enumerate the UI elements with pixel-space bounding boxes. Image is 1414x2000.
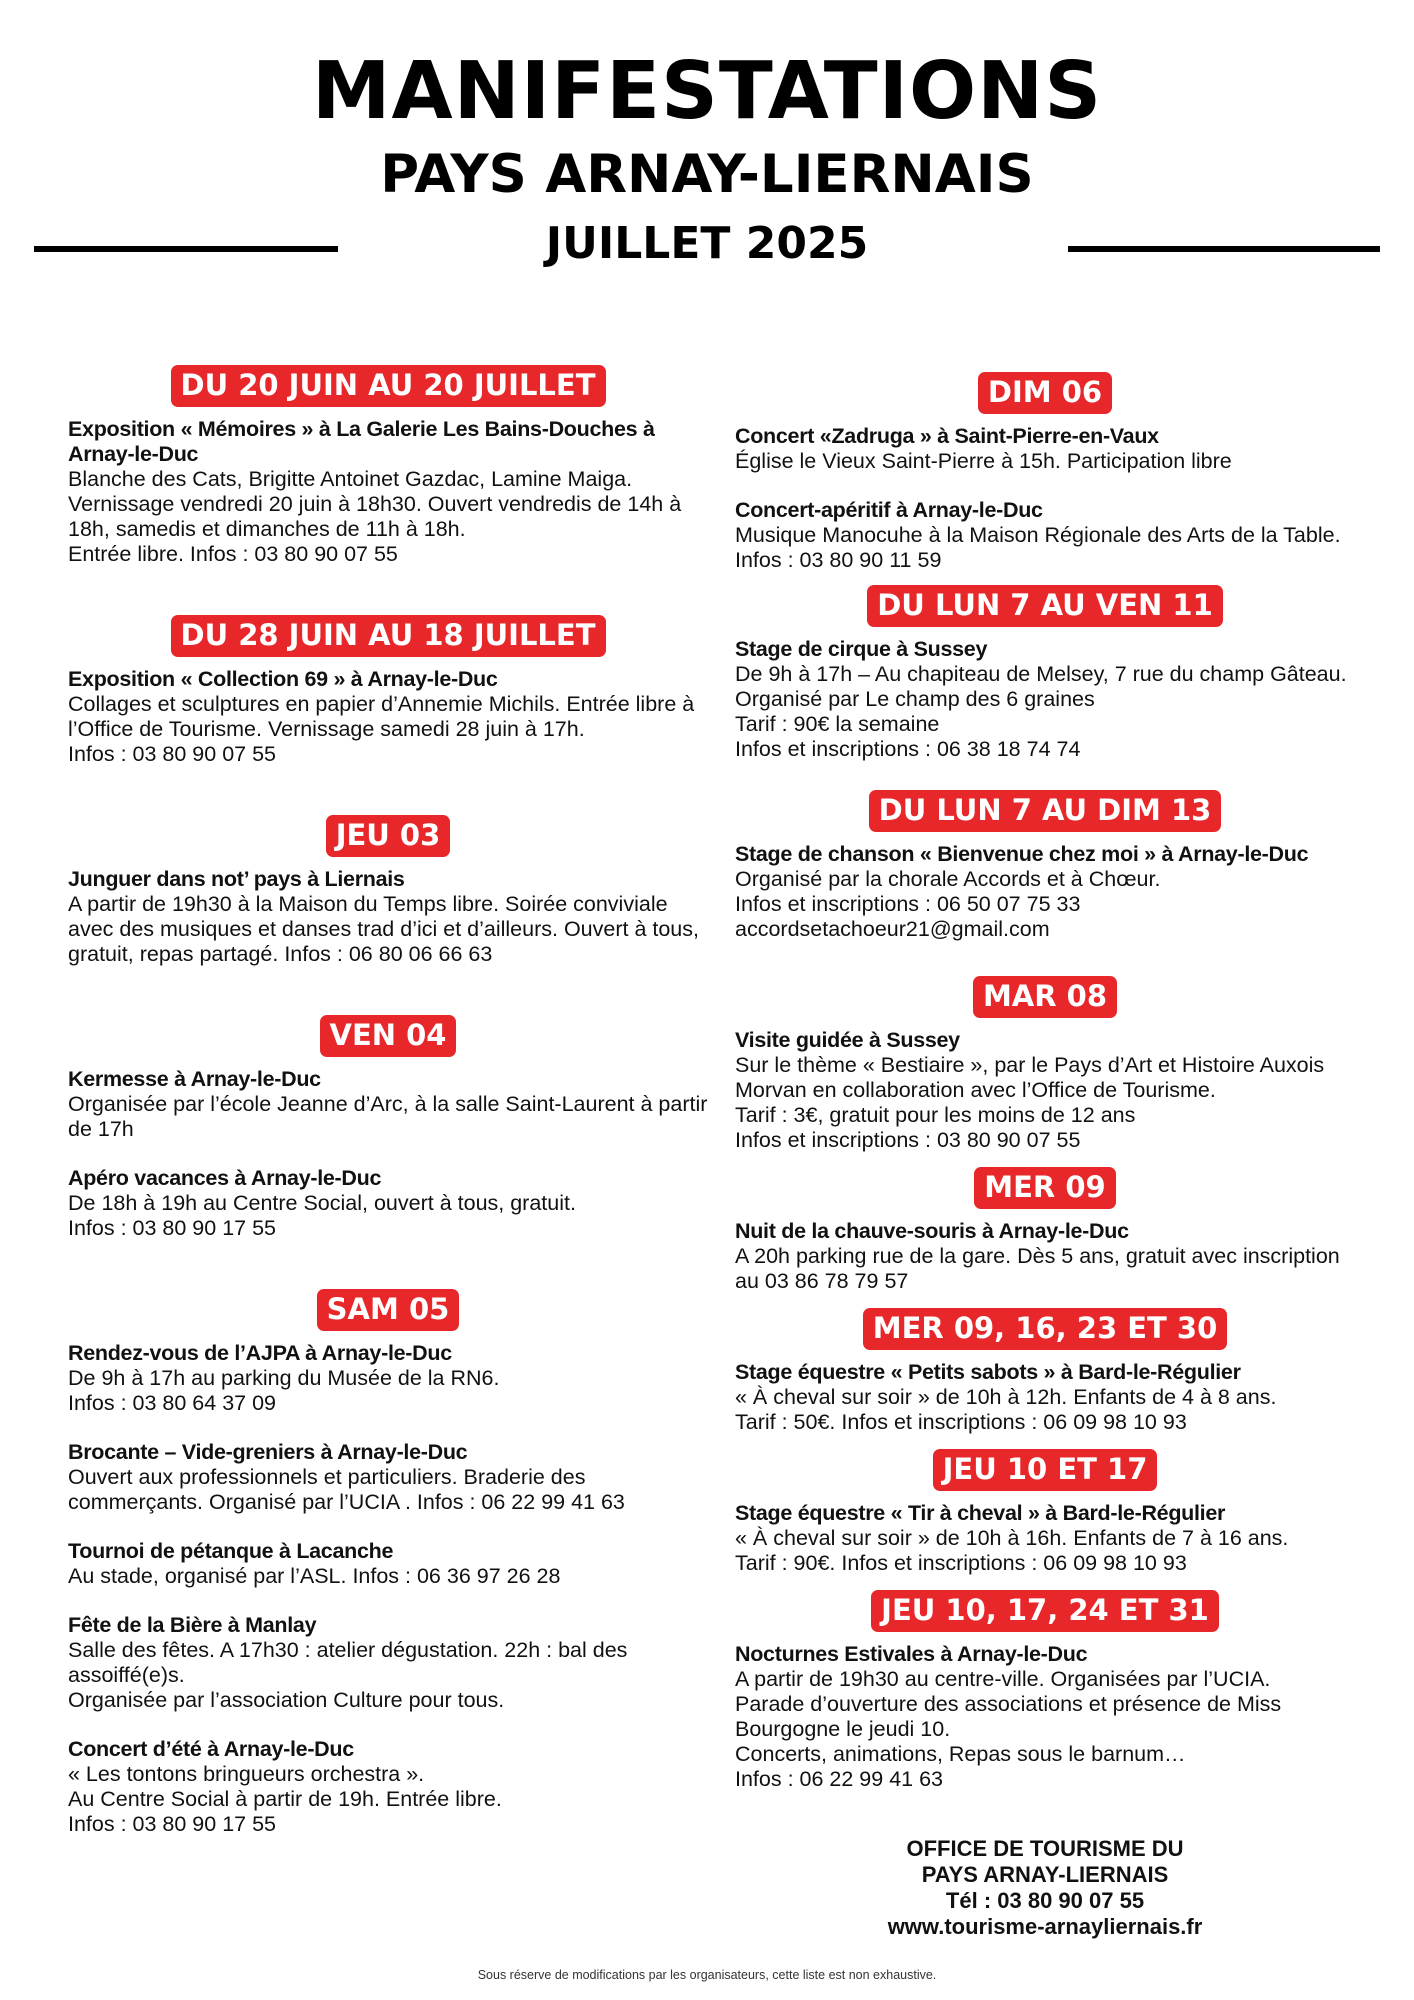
event-title: Exposition « Collection 69 » à Arnay-le-Duc [68,667,498,691]
date-badge: VEN 04 [320,1015,457,1057]
date-section [68,1015,708,1241]
event [68,1166,708,1241]
page-month: JUILLET 2025 [545,218,869,269]
event [68,1341,708,1416]
event-text: Infos : 03 80 64 37 09 [68,1391,276,1415]
event-text: Tarif : 50€. Infos et inscriptions : 06 09 98 10 93 [735,1410,1187,1434]
event [735,637,1355,762]
event-text: « À cheval sur soir » de 10h à 16h. Enfants de 7 à 16 ans. [735,1526,1289,1550]
right-column [735,372,1355,1792]
event-text: Infos : 06 22 99 41 63 [735,1767,943,1791]
event-text: Entrée libre. Infos : 03 80 90 07 55 [68,542,398,566]
event [735,424,1355,474]
date-section [735,1167,1355,1294]
event-text: Infos : 03 80 90 07 55 [68,742,276,766]
date-section [68,1289,708,1837]
event-title: Nocturnes Estivales à Arnay-le-Duc [735,1642,1088,1666]
event-text: A partir de 19h30 au centre-ville. Organisées par l’UCIA. [735,1667,1271,1691]
date-badge: MER 09, 16, 23 ET 30 [863,1308,1228,1350]
event-text: Au stade, organisé par l’ASL. Infos : 06 36 97 26 28 [68,1564,561,1588]
date-badge: MER 09 [974,1167,1115,1209]
event-text: Concerts, animations, Repas sous le barnum… [735,1742,1186,1766]
date-section [735,790,1355,942]
event [68,1067,708,1142]
event [735,1219,1355,1294]
date-section [68,365,708,567]
event-text: Organisée par l’école Jeanne d’Arc, à la salle Saint-Laurent à partir de 17h [68,1092,708,1141]
date-section [735,1308,1355,1435]
event [735,1642,1355,1792]
office-name-line2: PAYS ARNAY-LIERNAIS [921,1862,1169,1887]
event-title: Brocante – Vide-greniers à Arnay-le-Duc [68,1440,468,1464]
event-title: Stage équestre « Tir à cheval » à Bard-le-Régulier [735,1501,1226,1525]
event-text: Tarif : 3€, gratuit pour les moins de 12 ans [735,1103,1136,1127]
event-title: Stage de chanson « Bienvenue chez moi » à Arnay-le-Duc [735,842,1309,866]
disclaimer: Sous réserve de modifications par les organisateurs, cette liste est non exhaustive. [477,1968,937,1982]
event-text: Organisée par l’association Culture pour tous. [68,1688,505,1712]
event-text: Musique Manocuhe à la Maison Régionale des Arts de la Table. Infos : 03 80 90 11 59 [735,523,1341,572]
date-section [735,1449,1355,1576]
event-text: Blanche des Cats, Brigitte Antoinet Gazdac, Lamine Maiga. Vernissage vendredi 20 juin à 18h30. Ouvert vendredis de 14h à 18h, samedis et dimanches de 11h à 18h. [68,467,682,541]
event-text: Sur le thème « Bestiaire », par le Pays d’Art et Histoire Auxois Morvan en collaboration avec l’Office de Tourisme. [735,1053,1325,1102]
event-text: De 18h à 19h au Centre Social, ouvert à tous, gratuit. [68,1191,576,1215]
left-column [68,365,708,1837]
event-text: De 9h à 17h – Au chapiteau de Melsey, 7 rue du champ Gâteau. Organisé par Le champ des 6 graines [735,662,1347,711]
event-title: Concert-apéritif à Arnay-le-Duc [735,498,1043,522]
event-title: Fête de la Bière à Manlay [68,1613,317,1637]
event-text: Ouvert aux professionnels et particuliers. Braderie des commerçants. Organisé par l’UCIA . Infos : 06 22 99 41 63 [68,1465,625,1514]
event-text: Parade d’ouverture des associations et présence de Miss Bourgogne le jeudi 10. [735,1692,1282,1741]
event-text: Infos : 03 80 90 17 55 [68,1812,276,1836]
event-title: Concert d’été à Arnay-le-Duc [68,1737,354,1761]
date-badge: DU 20 JUIN AU 20 JUILLET [171,365,606,407]
date-section [735,976,1355,1153]
date-badge: JEU 10, 17, 24 ET 31 [871,1590,1219,1632]
office-name-line1: OFFICE DE TOURISME DU [906,1836,1184,1861]
page-header [0,0,1414,300]
event-text: A 20h parking rue de la gare. Dès 5 ans, gratuit avec inscription au 03 86 78 79 57 [735,1244,1340,1293]
date-badge: JEU 03 [326,815,451,857]
event-text: Salle des fêtes. A 17h30 : atelier dégustation. 22h : bal des assoiffé(e)s. [68,1638,628,1687]
event [68,667,708,767]
event [68,1737,708,1837]
date-badge: DIM 06 [978,372,1112,414]
event-text: accordsetachoeur21@gmail.com [735,917,1050,941]
date-section [735,372,1355,573]
event-text: Tarif : 90€. Infos et inscriptions : 06 09 98 10 93 [735,1551,1187,1575]
event [68,1613,708,1713]
event [735,498,1355,573]
event-title: Exposition « Mémoires » à La Galerie Les Bains-Douches à Arnay-le-Duc [68,417,655,466]
date-section [68,615,708,767]
event-title: Visite guidée à Sussey [735,1028,960,1052]
event [68,1539,708,1589]
event-text: Église le Vieux Saint-Pierre à 15h. Participation libre [735,449,1232,473]
event-text: Infos et inscriptions : 06 38 18 74 74 [735,737,1081,761]
event-title: Junguer dans not’ pays à Liernais [68,867,405,891]
date-badge: DU 28 JUIN AU 18 JUILLET [171,615,606,657]
event-text: A partir de 19h30 à la Maison du Temps libre. Soirée conviviale avec des musiques et danses trad d’ici et d’ailleurs. Ouvert à tous, gratuit, repas partagé. Infos : 06 80 06 66 63 [68,892,699,966]
event-title: Kermesse à Arnay-le-Duc [68,1067,321,1091]
header-rule-right [1068,246,1380,252]
event-title: Rendez-vous de l’AJPA à Arnay-le-Duc [68,1341,452,1365]
event-text: Infos : 03 80 90 17 55 [68,1216,276,1240]
event [735,842,1355,942]
event [68,1440,708,1515]
event-text: Collages et sculptures en papier d’Annemie Michils. Entrée libre à l’Office de Tourisme. Vernissage samedi 28 juin à 17h. [68,692,695,741]
page-subtitle: PAYS ARNAY-LIERNAIS [380,144,1034,205]
event-text: « À cheval sur soir » de 10h à 12h. Enfants de 4 à 8 ans. [735,1385,1277,1409]
office-website-link[interactable]: www.tourisme-arnayliernais.fr [887,1914,1203,1939]
date-badge: DU LUN 7 AU DIM 13 [869,790,1222,832]
event-text: Organisé par la chorale Accords et à Chœur. [735,867,1161,891]
event-title: Tournoi de pétanque à Lacanche [68,1539,394,1563]
event-text: De 9h à 17h au parking du Musée de la RN6. [68,1366,500,1390]
event [735,1028,1355,1153]
date-badge: MAR 08 [973,976,1117,1018]
date-badge: DU LUN 7 AU VEN 11 [867,585,1223,627]
tourism-office-contact [860,1836,1230,1940]
event-text: « Les tontons bringueurs orchestra ». [68,1762,425,1786]
date-badge: SAM 05 [317,1289,460,1331]
date-section [735,585,1355,762]
event-title: Stage de cirque à Sussey [735,637,988,661]
event-title: Apéro vacances à Arnay-le-Duc [68,1166,382,1190]
event [735,1360,1355,1435]
date-section [735,1590,1355,1792]
event [68,417,708,567]
event-text: Tarif : 90€ la semaine [735,712,940,736]
event-title: Concert «Zadruga » à Saint-Pierre-en-Vaux [735,424,1159,448]
event [735,1501,1355,1576]
event-text: Au Centre Social à partir de 19h. Entrée libre. [68,1787,502,1811]
event [68,867,708,967]
office-phone: Tél : 03 80 90 07 55 [945,1888,1145,1913]
event-text: Infos et inscriptions : 06 50 07 75 33 [735,892,1081,916]
date-badge: JEU 10 ET 17 [933,1449,1158,1491]
event-title: Nuit de la chauve-souris à Arnay-le-Duc [735,1219,1129,1243]
page-title: MANIFESTATIONS [311,45,1103,137]
date-section [68,815,708,967]
event-text: Infos et inscriptions : 03 80 90 07 55 [735,1128,1081,1152]
event-title: Stage équestre « Petits sabots » à Bard-le-Régulier [735,1360,1241,1384]
